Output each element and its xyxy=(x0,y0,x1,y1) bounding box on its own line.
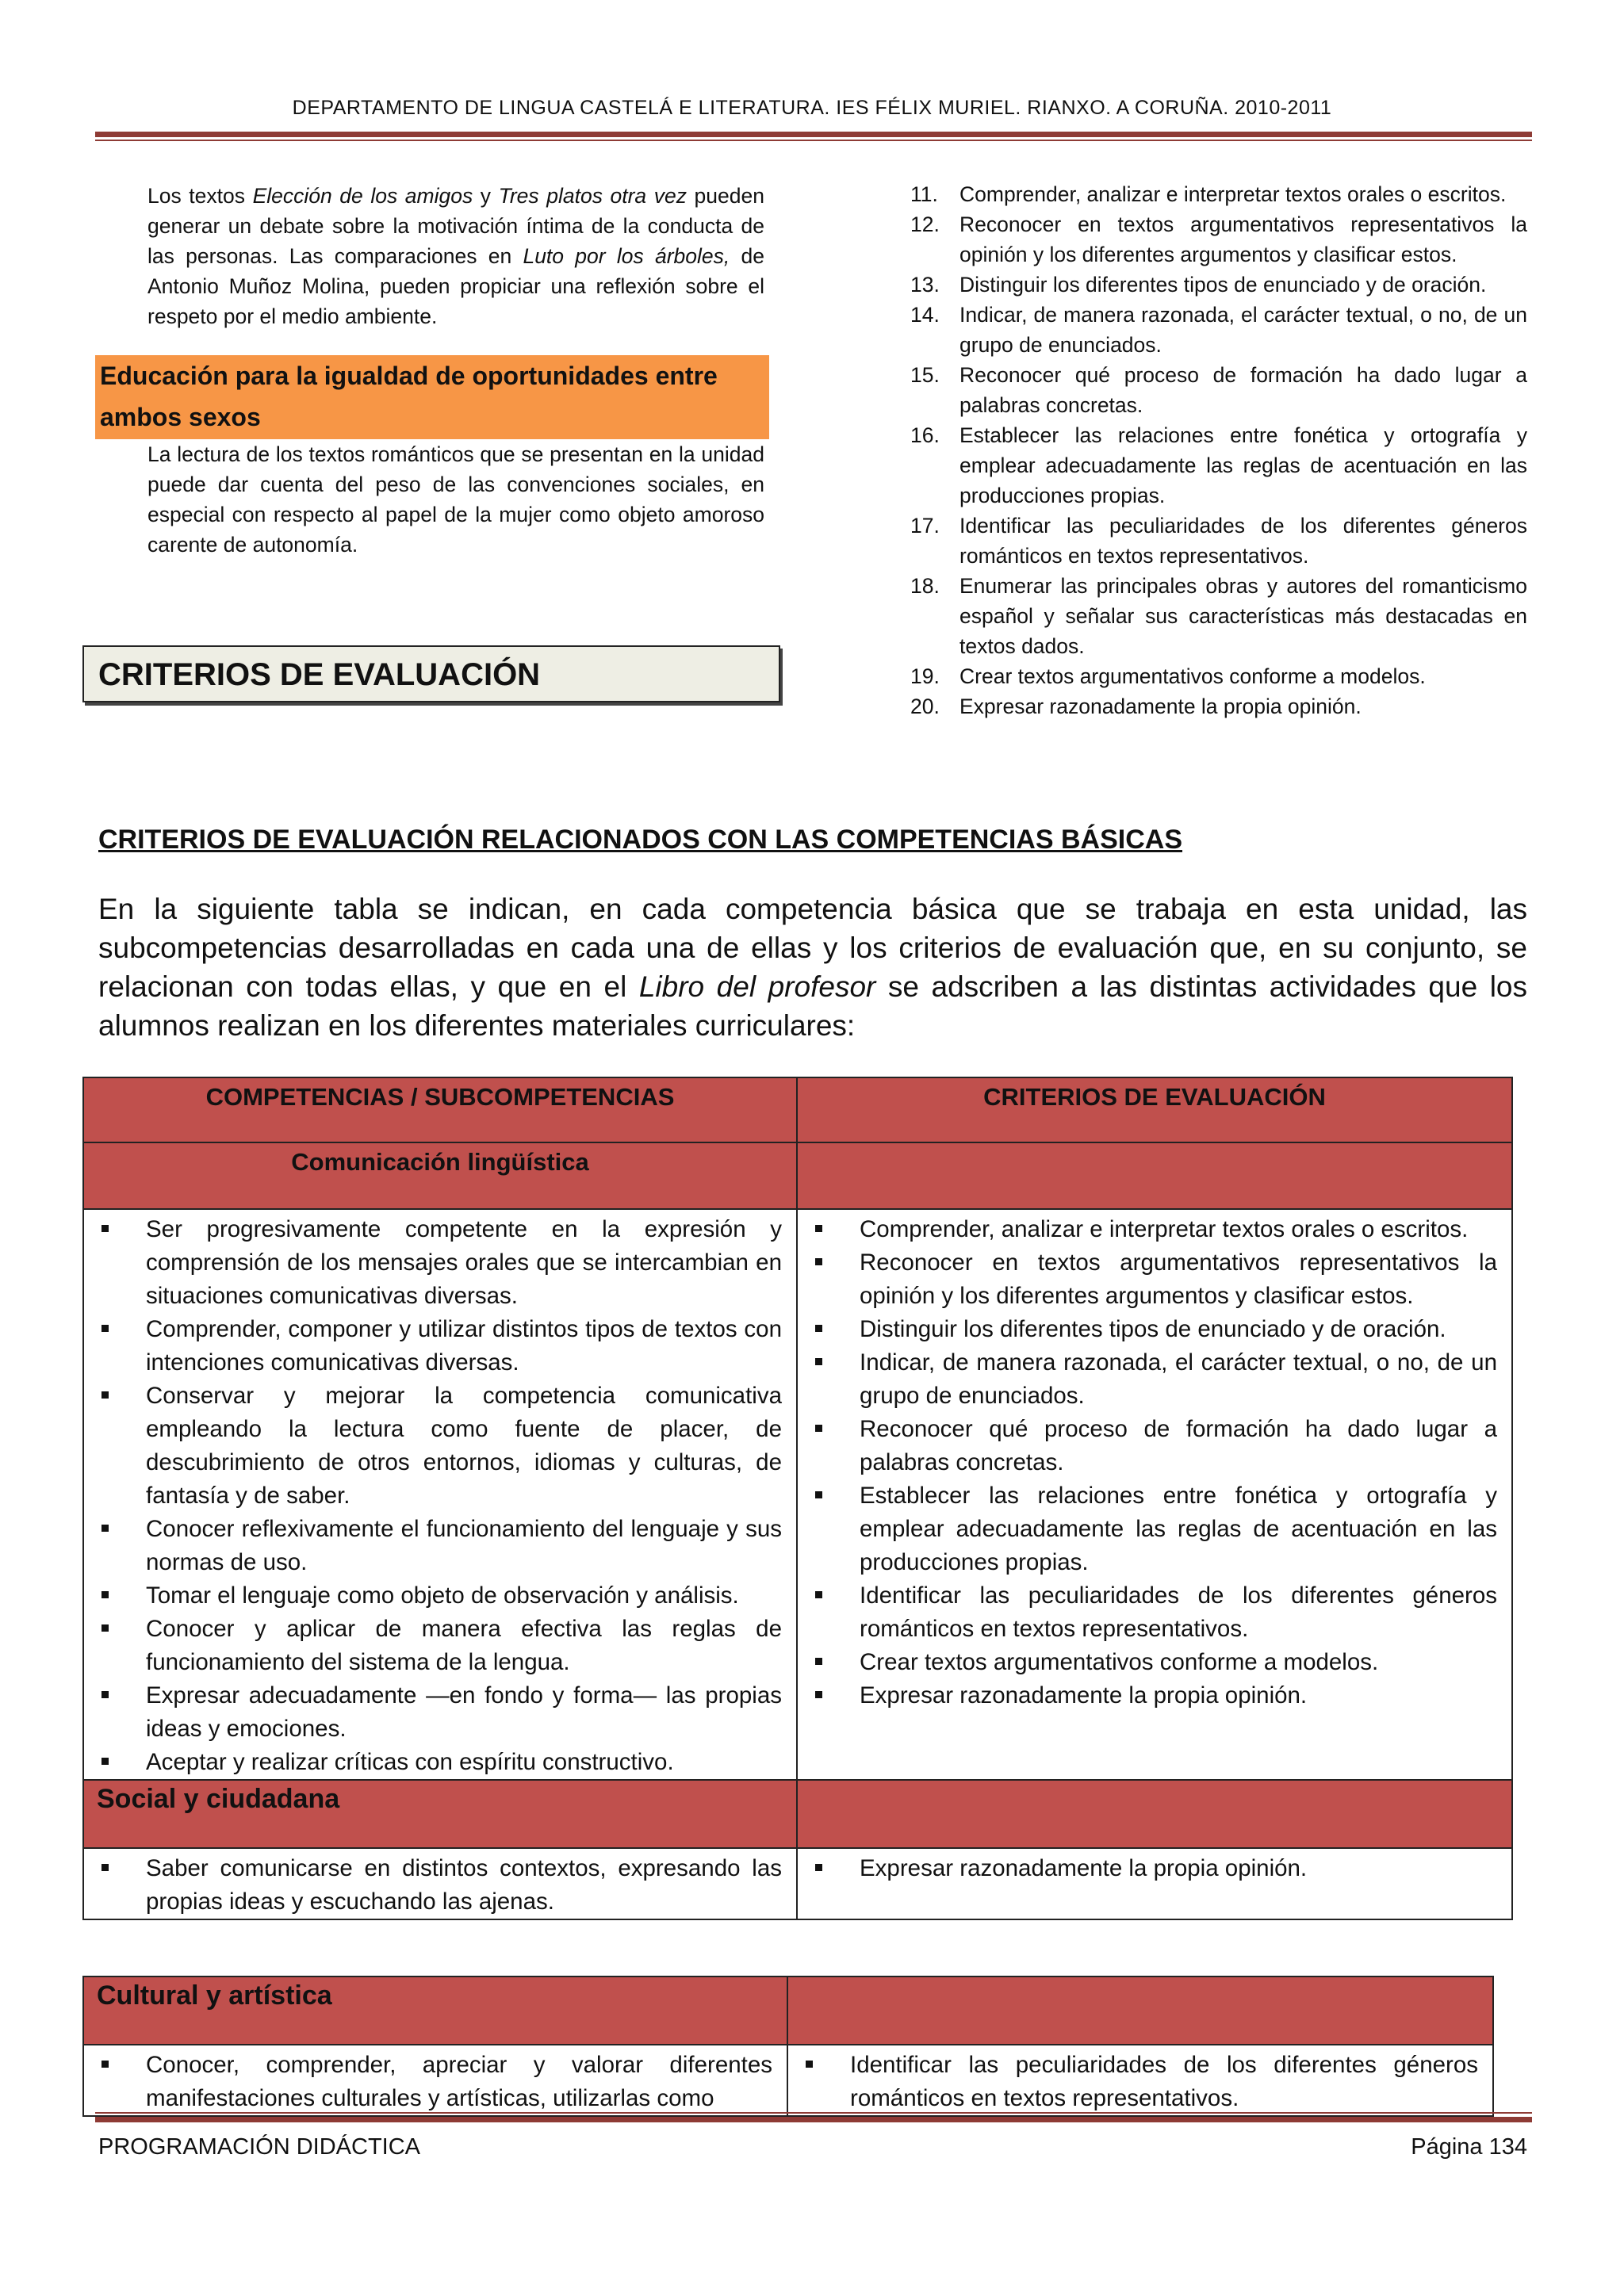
equality-heading-line1: Educación para la igualdad de oportunidades entre xyxy=(100,362,718,390)
competencies-table xyxy=(82,1077,1513,1920)
comm-criteria-list xyxy=(798,1213,1511,1712)
list-item: Conservar y mejorar la competencia comunicativa empleando la lectura como fuente de placer, de descubrimiento de otros entornos, idiomas y culturas, de fantasía y de saber. xyxy=(84,1380,796,1513)
cultural-criteria-list xyxy=(788,2049,1492,2115)
criteria-item: 15. Reconocer qué proceso de formación ha dado lugar a palabras concretas. xyxy=(910,363,1527,417)
equality-heading-line2: ambos sexos xyxy=(100,403,261,431)
social-heading-row xyxy=(83,1780,1512,1848)
comm-criteria-cell xyxy=(797,1209,1512,1780)
list-item: Expresar razonadamente la propia opinión. xyxy=(798,1852,1511,1885)
list-item: Expresar adecuadamente —en fondo y forma— las propias ideas y emociones. xyxy=(84,1679,796,1746)
cultural-criteria-cell xyxy=(787,2045,1493,2116)
table-header-row xyxy=(83,1077,1512,1142)
criteria-item: 18. Enumerar las principales obras y autores del romanticismo español y señalar sus características más destacadas en textos dados. xyxy=(910,574,1527,658)
cultural-subcompetencies-cell xyxy=(83,2045,787,2116)
list-item: Indicar, de manera razonada, el carácter textual, o no, de un grupo de enunciados. xyxy=(798,1346,1511,1413)
header-rule-thin xyxy=(95,140,1532,141)
criteria-item: 13. Distinguir los diferentes tipos de enunciado y de oración. xyxy=(910,273,1487,297)
page-header: DEPARTAMENTO DE LINGUA CASTELÁ E LITERATURA. IES FÉLIX MURIEL. RIANXO. A CORUÑA. 2010-2011 xyxy=(292,97,1332,119)
comm-content-row xyxy=(83,1209,1512,1780)
comm-heading-row xyxy=(83,1142,1512,1209)
social-criteria-cell xyxy=(797,1848,1512,1919)
list-item: Comprender, componer y utilizar distintos tipos de textos con intenciones comunicativas diversas. xyxy=(84,1313,796,1380)
list-item: Establecer las relaciones entre fonética y ortografía y emplear adecuadamente las reglas de acentuación en las producciones propias. xyxy=(798,1479,1511,1579)
cultural-content-row xyxy=(83,2045,1493,2116)
criteria-list xyxy=(910,179,1527,721)
social-heading-empty xyxy=(797,1780,1512,1848)
social-subcompetencies-list xyxy=(84,1852,796,1919)
footer-left: PROGRAMACIÓN DIDÁCTICA xyxy=(98,2134,421,2160)
footer-rule-thick xyxy=(95,2117,1532,2122)
cultural-heading-row xyxy=(83,1976,1493,2045)
equality-heading xyxy=(95,355,769,439)
list-item: Comprender, analizar e interpretar textos orales o escritos. xyxy=(798,1213,1511,1246)
list-item: Conocer reflexivamente el funcionamiento del lenguaje y sus normas de uso. xyxy=(84,1513,796,1579)
comm-heading: Comunicación lingüística xyxy=(83,1142,797,1209)
criteria-item: 16. Establecer las relaciones entre fonética y ortografía y emplear adecuadamente las reglas de acentuación en las producciones propias. xyxy=(910,423,1527,507)
comm-heading-empty xyxy=(797,1142,1512,1209)
criteria-item: 11. Comprender, analizar e interpretar textos orales o escritos. xyxy=(910,182,1507,206)
list-item: Saber comunicarse en distintos contextos, expresando las propias ideas y escuchando las ajenas. xyxy=(84,1852,796,1919)
cultural-heading: Cultural y artística xyxy=(83,1976,787,2045)
criteria-item: 17. Identificar las peculiaridades de los diferentes géneros románticos en textos representativos. xyxy=(910,514,1527,568)
social-subcompetencies-cell xyxy=(83,1848,797,1919)
comm-subcompetencies-list xyxy=(84,1213,796,1779)
list-item: Distinguir los diferentes tipos de enunciado y de oración. xyxy=(798,1313,1511,1346)
col-header-competencies: COMPETENCIAS / SUBCOMPETENCIAS xyxy=(83,1077,797,1142)
cultural-heading-empty xyxy=(787,1976,1493,2045)
list-item: Ser progresivamente competente en la expresión y comprensión de los mensajes orales que se intercambian en situaciones comunicativas diversas. xyxy=(84,1213,796,1313)
social-heading: Social y ciudadana xyxy=(83,1780,797,1848)
list-item: Reconocer qué proceso de formación ha dado lugar a palabras concretas. xyxy=(798,1413,1511,1479)
criteria-item: 12. Reconocer en textos argumentativos representativos la opinión y los diferentes argumentos y clasificar estos. xyxy=(910,212,1527,266)
section-intro: En la siguiente tabla se indican, en cada competencia básica que se trabaja en esta unidad, las subcompetencias desarrolladas en cada una de ellas y los criterios de evaluación que, en su conjunto, se relacionan con todas ellas, y que en el Libro del profesor se adscriben a las distintas actividades que los alumnos realizan en los diferentes materiales curriculares: xyxy=(98,893,1527,1042)
page-number: Página 134 xyxy=(1411,2134,1527,2160)
equality-text: La lectura de los textos románticos que se presentan en la unidad puede dar cuenta del peso de las convenciones sociales, en especial con respecto al papel de la mujer como objeto amoroso carente de autonomía. xyxy=(147,442,764,557)
list-item: Reconocer en textos argumentativos representativos la opinión y los diferentes argumentos y clasificar estos. xyxy=(798,1246,1511,1313)
social-content-row xyxy=(83,1848,1512,1919)
list-item: Expresar razonadamente la propia opinión. xyxy=(798,1679,1511,1712)
comm-subcompetencies-cell xyxy=(83,1209,797,1780)
footer-rule-thin xyxy=(95,2112,1532,2114)
cultural-subcompetencies-list xyxy=(84,2049,787,2115)
header-rule-thick xyxy=(95,132,1532,137)
values-paragraph: Los textos Elección de los amigos y Tres platos otra vez pueden generar un debate sobre la motivación íntima de la conducta de las personas. Las comparaciones en Luto por los árboles, de Antonio Muñoz Molina, pueden propiciar una reflexión sobre el respeto por el medio ambiente. xyxy=(147,184,764,328)
list-item: Conocer y aplicar de manera efectiva las reglas de funcionamiento del sistema de la lengua. xyxy=(84,1613,796,1679)
criteria-heading: CRITERIOS DE EVALUACIÓN xyxy=(82,645,780,702)
criteria-item: 20. Expresar razonadamente la propia opinión. xyxy=(910,695,1362,718)
criteria-item: 14. Indicar, de manera razonada, el carácter textual, o no, de un grupo de enunciados. xyxy=(910,303,1527,357)
list-item: Aceptar y realizar críticas con espíritu constructivo. xyxy=(84,1746,796,1779)
social-criteria-list xyxy=(798,1852,1511,1885)
list-item: Tomar el lenguaje como objeto de observación y análisis. xyxy=(84,1579,796,1613)
section-title: CRITERIOS DE EVALUACIÓN RELACIONADOS CON LAS COMPETENCIAS BÁSICAS xyxy=(98,825,1183,855)
list-item: Conocer, comprender, apreciar y valorar diferentes manifestaciones culturales y artísticas, utilizarlas como xyxy=(84,2049,787,2115)
list-item: Crear textos argumentativos conforme a modelos. xyxy=(798,1646,1511,1679)
criteria-item: 19. Crear textos argumentativos conforme a modelos. xyxy=(910,664,1426,688)
list-item: Identificar las peculiaridades de los diferentes géneros románticos en textos representativos. xyxy=(788,2049,1492,2115)
list-item: Identificar las peculiaridades de los diferentes géneros románticos en textos representativos. xyxy=(798,1579,1511,1646)
col-header-criteria: CRITERIOS DE EVALUACIÓN xyxy=(797,1077,1512,1142)
cultural-table xyxy=(82,1976,1494,2117)
